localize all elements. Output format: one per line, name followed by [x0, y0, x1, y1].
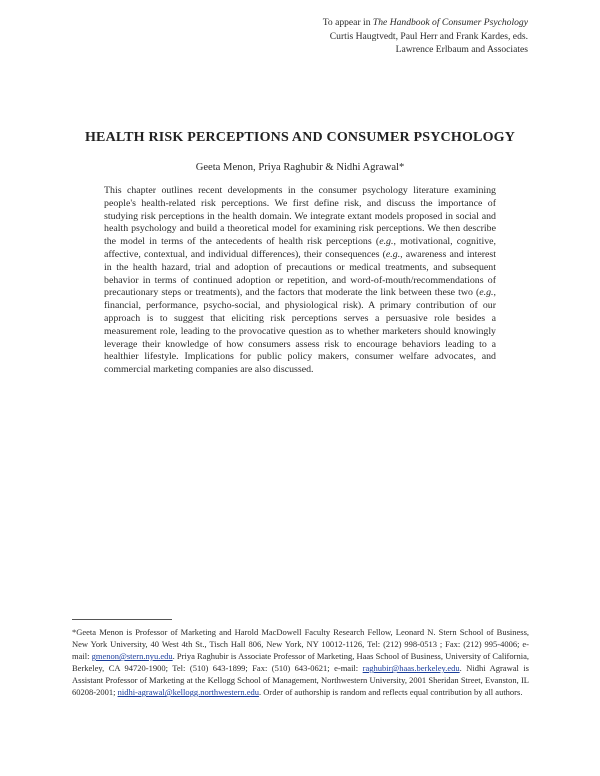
abstract: This chapter outlines recent developments in the consumer psychology literature examining people's health-related risk perceptions. We first define risk, and discuss the importance of studying risk perceptions in the health domain. We integrate extant models proposed in social and health psychology and build a theoretical model for examining risk perceptions. We then describe the model in terms of the antecedents of health risk perceptions (e.g., motivational, cognitive, affective, contextual, and individual differences), their consequences (e.g., awareness and interest in the health hazard, trial and adoption of precautions or medical treatments, and subsequent behavior in terms of continued adoption or repetition, and word-of-mouth/recommendations of precautionary steps or treatments), and the factors that moderate the link between these two (e.g., financial, performance, psycho-social, and physiological risk). A primary contribution of our approach is to suggest that eliciting risk perceptions serves a persuasive role besides a measurement role, leading to the provocative question as to whether marketers should knowingly leverage their knowledge of how consumers assess risk to encourage behaviors leading to a healthier lifestyle. Implications for public policy makers, consumer welfare advocates, and commercial marketing companies are also discussed.: [104, 185, 496, 376]
book-title: The Handbook of Consumer Psychology: [372, 17, 528, 28]
author-footnote: *Geeta Menon is Professor of Marketing and Harold MacDowell Faculty Research Fellow, Leonard N. Stern School of Business, New York University, 40 West 4th St., Tisch Hall 806, New York, NY 10012-1126, Tel: (212) 998-0513 ; Fax: (212) 995-4006; e-mail: gmenon@stern.nyu.edu. Priya Raghubir is Associate Professor of Marketing, Haas School of Business, University of California, Berkeley, CA 94720-1900; Tel: (510) 643-1899; Fax: (510) 643-0621; e-mail: raghubir@haas.berkeley.edu. Nidhi Agrawal is Assistant Professor of Marketing at the Kellogg School of Management, Northwestern University, 2001 Sheridan Street, Evanston, IL 60208-2001; nidhi-agrawal@kellogg.northwestern.edu. Order of authorship is random and reflects equal contribution by all authors.: [72, 627, 529, 697]
email-link-agrawal[interactable]: nidhi-agrawal@kellogg.northwestern.edu: [117, 687, 260, 697]
publication-note-line-1: To appear in The Handbook of Consumer Psychology: [322, 17, 528, 28]
paper-title: HEALTH RISK PERCEPTIONS AND CONSUMER PSYCHOLOGY: [84, 130, 516, 145]
author-list: Geeta Menon, Priya Raghubir & Nidhi Agrawal*: [195, 162, 405, 173]
email-link-menon[interactable]: gmenon@stern.nyu.edu: [91, 651, 173, 661]
footnote-divider: [72, 619, 172, 620]
publication-note: [228, 16, 528, 57]
publication-note-line-2: Curtis Haugtvedt, Paul Herr and Frank Kardes, eds.: [329, 30, 528, 42]
publication-note-line-3: Lawrence Erlbaum and Associates: [395, 44, 528, 56]
email-link-raghubir[interactable]: raghubir@haas.berkeley.edu: [362, 663, 460, 673]
